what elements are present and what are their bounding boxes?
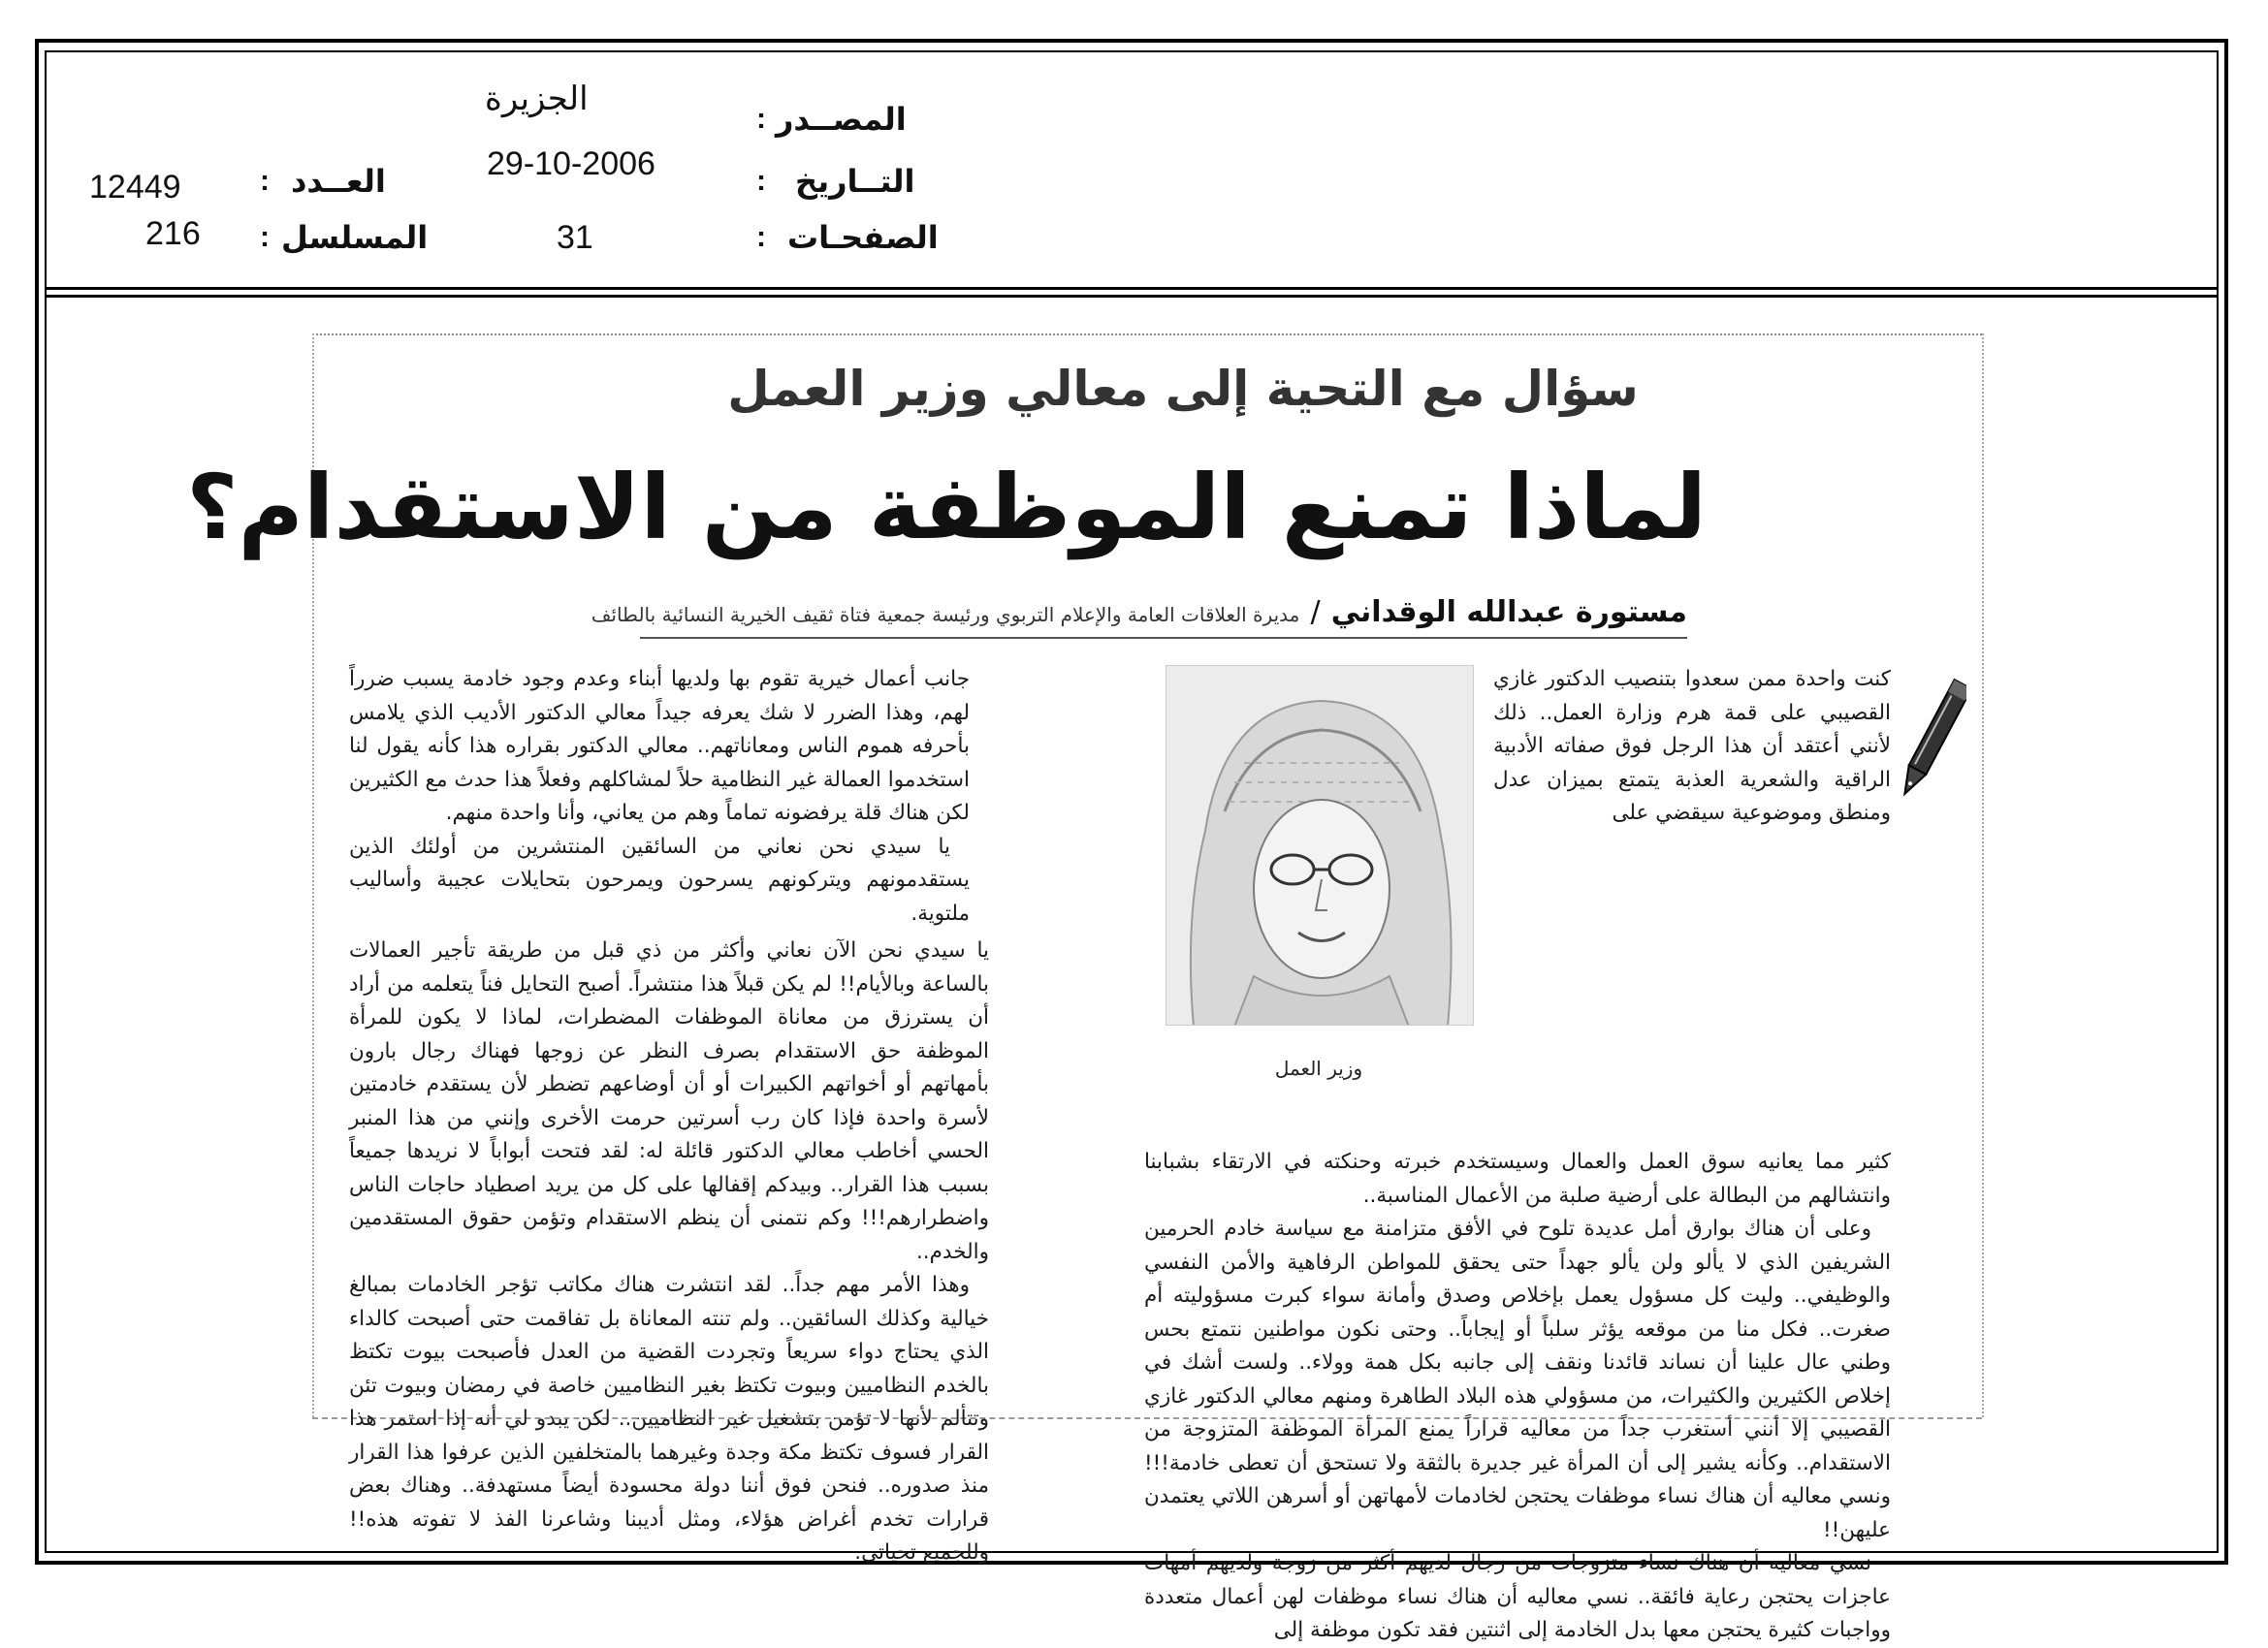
- header-rule: [45, 295, 2219, 298]
- article-kicker: سؤال مع التحية إلى معالي وزير العمل: [727, 361, 1639, 417]
- pen-icon: [1899, 669, 1966, 814]
- article-column-left-top: [349, 663, 970, 931]
- pages-label: الصفحـات: [787, 219, 939, 256]
- serial-value: 216: [145, 215, 201, 252]
- paragraph: جانب أعمال خيرية تقوم بها ولديها أبناء وعدم وجود خادمة يسبب ضرراً لهم، وهذا الضرر لا شك يعرفه جيداً معالي الدكتور الأديب الذي يلامس بأحرفه هموم الناس ومعاناتهم.. معالي الدكتور بقراره هذا كأنه يقول لنا استخدموا العمالة غير النظامية حلاً لمشاكلهم وفعلاً هذا حدث مع الكثيرين لكن هناك قلة يرفضونه تماماً وهم من يعاني، وأنا واحدة منهم.: [349, 667, 970, 825]
- serial-label: المسلسل: [281, 219, 429, 256]
- byline-separator: /: [1310, 595, 1321, 629]
- article-column-left-bottom: [349, 935, 989, 1570]
- portrait-photo: [1166, 665, 1474, 1026]
- portrait-illustration: [1166, 666, 1474, 1026]
- date-colon: :: [756, 165, 766, 197]
- issue-colon: :: [260, 165, 270, 197]
- issue-value: 12449: [89, 169, 181, 206]
- article-column-right: [1493, 663, 1891, 831]
- serial-colon: :: [260, 221, 270, 253]
- article-headline: لماذا تمنع الموظفة من الاستقدام؟: [186, 456, 1707, 559]
- article-column-right-wide: [1144, 1146, 1891, 1648]
- source-label: المصــدر: [776, 101, 907, 138]
- clipping-border-top: [312, 333, 1982, 335]
- pages-colon: :: [756, 221, 766, 253]
- clipping-border-right: [1982, 333, 1984, 1417]
- paragraph: يا سيدي نحن الآن نعاني وأكثر من ذي قبل من طريقة تأجير العمالات بالساعة وبالأيام!! لم يكن قبلاً هذا منتشراً. أصبح التحايل فناً يتعلمه من أراد أن يسترزق من معاناة الموظفات المضطرات، لماذا لا يكون للمرأة الموظفة حق الاستقدام بصرف النظر عن زوجها فهناك رجال بارون بأمهاتهم أو أخواتهم الكبيرات أو أن أوضاعهم تضطر لأن يستقدم خادمتين لأسرة واحدة فإذا كان رب أسرتين حرمت الأخرى وإنني من هذا المنبر الحسي أخاطب معالي الدكتور قائلة له: لقد فتحت أبواباً لا نريدها جميعاً بسبب هذا القرار.. وبيدكم إقفالها على كل من يريد اصطياد حاجات الناس واضطرارهم!!! وكم نتمنى أن ينظم الاستقدام وتؤمن حقوق المستقدمين والخدم..: [349, 938, 989, 1264]
- pages-value: 31: [557, 219, 593, 256]
- source-colon: :: [756, 103, 766, 135]
- paragraph: كثير مما يعانيه سوق العمل والعمال وسيستخدم خبرته وحنكته في الارتقاء بشبابنا وانتشالهم من البطالة على أرضية صلبة من الأعمال المناسبة..: [1144, 1150, 1891, 1208]
- author-name: مستورة عبدالله الوقداني: [1330, 595, 1687, 629]
- article-byline: [591, 595, 1687, 639]
- paragraph: وهذا الأمر مهم جداً.. لقد انتشرت هناك مكاتب تؤجر الخادمات بمبالغ خيالية وكذلك السائقين.. ولم تنته المعاناة بل تفاقمت حتى أصبحت كالداء الذي يحتاج دواء سريعاً وتجردت القضية من العدل فأصبحت بيوت تكتظ بالخدم النظاميين وبيوت تكتظ بغير النظاميين خاصة في رمضان وبيوت تئن وتتألم لأنها لا تؤمن بتشغيل غير النظاميين.. لكن يبدو لي أنه إذا استمر هذا القرار فسوف تكتظ مكة وجدة وغيرهما بالمتخلفين الذين عرفوا هذا القرار منذ صدوره.. فنحن فوق أننا دولة محسودة أيضاً مستهدفة.. وهناك بعض قرارات تخدم أغراض هؤلاء، ومثل أديبنا وشاعرنا الفذ لا تفوته هذه!! وللجميع تحياتي.: [349, 1273, 989, 1565]
- paragraph: يا سيدي نحن نعاني من السائقين المنتشرين من أولئك الذين يستقدمونهم ويتركونهم يسرحون ويمرحون بتحايلات عجيبة وأساليب ملتوية.: [349, 834, 970, 926]
- date-value: 29-10-2006: [487, 145, 655, 182]
- paragraph: وعلى أن هناك بوارق أمل عديدة تلوح في الأفق متزامنة مع سياسة خادم الحرمين الشريفين الذي لا يألو ولن يألو جهداً حتى يحقق للمواطن الرفاهية والأمن النفسي والوظيفي.. وليت كل مسؤول يعمل بإخلاص وصدق وأمانة سواء كبرت مسؤوليته أم صغرت.. فكل منا من موقعه يؤثر سلباً أو إيجاباً.. وحتى نكون مواطنين نتمتع بحس وطني عال علينا أن نساند قائدنا ونقف إلى جانبه بكل همة وولاء.. ولست أشك في إخلاص الكثيرين والكثيرات، من مسؤولي هذه البلاد الطاهرة ومنهم معالي الدكتور غازي القصيبي إلا أنني أستغرب جداً من معاليه قراراً يمنع المرأة الموظفة المتزوجة من الاستقدام.. وكأنه يشير إلى أن المرأة غير جديرة بالثقة ولا تستحق أن تعطى خادمة!!! ونسي معاليه أن هناك نساء موظفات يحتجن لخادمات لأمهاتهن أو أسرهن اللاتي يعتمدن عليهن!!: [1144, 1217, 1891, 1542]
- date-label: التــاريخ: [795, 163, 915, 200]
- paragraph: كنت واحدة ممن سعدوا بتنصيب الدكتور غازي القصيبي على قمة هرم وزارة العمل.. ذلك لأنني أعتقد أن هذا الرجل فوق صفاته الأدبية الراقية والشعرية العذبة يتمتع بميزان عدل ومنطق وموضوعية سيقضي على: [1493, 667, 1891, 825]
- paragraph: نسي معاليه أن هناك نساء متزوجات من رجال لديهم أكثر من زوجة ولديهم أمهات عاجزات يحتجن رعاية فائقة.. نسي معاليه أن هناك نساء موظفات لهن أعمال متعددة وواجبات كثيرة يحتجن معها بدل الخادمة إلى اثنتين فقد تكون موظفة إلى: [1144, 1551, 1891, 1642]
- issue-label: العــدد: [291, 163, 386, 200]
- header-rule: [45, 287, 2219, 290]
- source-value: الجزيرة: [485, 80, 589, 117]
- photo-caption: وزير العمل: [1274, 1057, 1363, 1080]
- author-role: مديرة العلاقات العامة والإعلام التربوي ورئيسة جمعية فتاة ثقيف الخيرية النسائية بالطائف: [591, 603, 1300, 626]
